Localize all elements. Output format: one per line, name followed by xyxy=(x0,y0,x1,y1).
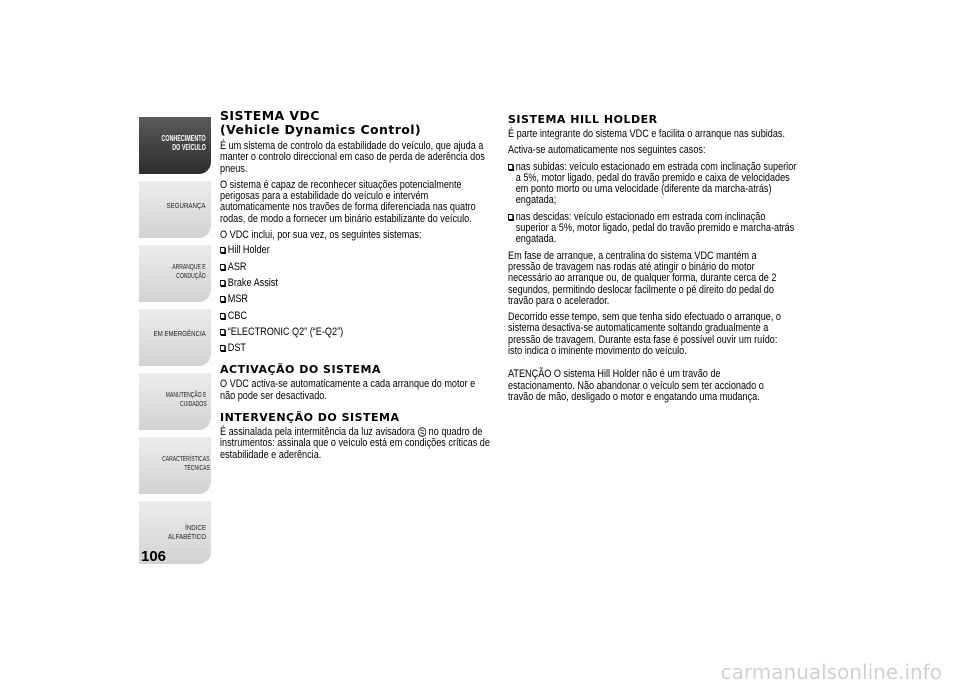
tab-label: CARACTERÍSTICAS TÉCNICAS xyxy=(162,454,210,472)
list-item: Brake Assist xyxy=(220,278,499,289)
activation-heading: ACTIVAÇÃO DO SISTEMA xyxy=(220,363,381,377)
tab-arranque-e-conducao[interactable] xyxy=(139,245,211,302)
vdc-column xyxy=(220,109,492,466)
intervention-heading: INTERVENÇÃO DO SISTEMA xyxy=(220,411,400,425)
checkbox-bullet-icon xyxy=(508,214,513,220)
checkbox-bullet-icon xyxy=(220,313,225,319)
page-title: SISTEMA VDC (Vehicle Dynamics Control) xyxy=(220,108,422,137)
checkbox-bullet-icon xyxy=(220,247,225,253)
page-number: 106 xyxy=(141,548,167,565)
intervention-paragraph: É assinalada pela intermitência da luz avisadora no quadro de instrumentos: assinala que o veículo está em condições críticas de estabilidade e aderência. xyxy=(220,426,490,461)
hill-holder-timeout-paragraph: Decorrido esse tempo, sem que tenha sido efectuado o arranque, o sistema desactiva-se automaticamente soltando gradualmente a pressão de travagem. Durante esta fase é possível ouvir um ruído: isto indica o iminente movimento do veículo. xyxy=(508,311,781,358)
vdc-systems-list xyxy=(220,245,492,354)
hill-holder-intro-paragraph: É parte integrante do sistema VDC e facilita o arranque nas subidas. xyxy=(508,128,786,140)
list-item: ASR xyxy=(220,262,499,273)
section-index-sidebar xyxy=(139,117,211,571)
tab-label: SEGURANÇA xyxy=(167,201,206,210)
hill-holder-cases-paragraph: Activa-se automaticamente nos seguintes casos: xyxy=(508,144,706,157)
list-item: CBC xyxy=(220,311,499,322)
tab-label: MANUTENÇÃO E CUIDADOS xyxy=(165,390,206,408)
checkbox-bullet-icon xyxy=(220,345,225,351)
list-item: nas subidas: veículo estacionado em estrada com inclinação superior a 5%, motor ligado, pedal do travão premido e caixa de velocidades em ponto morto ou uma velocidade (diferente da marcha-atrás) engatada; xyxy=(508,162,797,207)
checkbox-bullet-icon xyxy=(220,264,225,270)
hill-holder-heading: SISTEMA HILL HOLDER xyxy=(508,113,658,126)
list-item: MSR xyxy=(220,294,499,305)
tab-label: ÍNDICE ALFABÉTICO xyxy=(168,523,206,541)
tab-label: EM EMERGÊNCIA xyxy=(153,329,206,338)
tab-caracteristicas-tecnicas[interactable] xyxy=(139,437,211,494)
hill-holder-cases-list xyxy=(508,160,797,246)
checkbox-bullet-icon xyxy=(220,329,225,335)
checkbox-bullet-icon xyxy=(220,296,225,302)
list-item: DST xyxy=(220,343,499,354)
vdc-description-paragraph: O sistema é capaz de reconhecer situações potencialmente perigosas para a estabilidade do veículo e intervém automaticamente nos travões de forma diferenciada nas quatro rodas, de modo a fornecer um binário estabilizante do veículo. xyxy=(220,178,476,225)
vdc-warning-light-icon xyxy=(418,427,427,437)
checkbox-bullet-icon xyxy=(220,280,225,286)
list-item: nas descidas: veículo estacionado em estrada com inclinação superior a 5%, motor ligado, pedal do travão premido e marcha-atrás engatada. xyxy=(508,212,797,246)
checkbox-bullet-icon xyxy=(508,164,513,170)
vdc-includes-paragraph: O VDC inclui, por sua vez, os seguintes sistemas: xyxy=(220,229,422,242)
tab-label: ARRANQUE E CONDUÇÃO xyxy=(172,262,206,280)
tab-em-emergencia[interactable] xyxy=(139,309,211,366)
hill-holder-column xyxy=(508,113,797,408)
list-item: “ELECTRONIC Q2” (“E-Q2”) xyxy=(220,327,499,338)
list-item: Hill Holder xyxy=(220,245,499,256)
hill-holder-warning-paragraph: ATENÇÃO O sistema Hill Holder não é um travão de estacionamento. Não abandonar o veículo sem ter accionado o travão de mão, desligado o motor e engatando uma mudança. xyxy=(508,368,764,403)
activation-paragraph: O VDC activa-se automaticamente a cada arranque do motor e não pode ser desactivado. xyxy=(220,378,476,402)
tab-conhecimento-do-veiculo[interactable] xyxy=(139,117,211,174)
hill-holder-start-paragraph: Em fase de arranque, a centralina do sistema VDC mantém a pressão de travagem nas rodas até atingir o binário do motor necessário ao arranque ou, de qualquer forma, durante cerca de 2 segundos, permitindo deslocar facilmente o pé direito do pedal do travão para o acelerador. xyxy=(508,249,777,307)
tab-manutencao-e-cuidados[interactable] xyxy=(139,373,211,430)
tab-label: CONHECIMENTO DO VEÍCULO xyxy=(161,134,206,152)
watermark: carmanualsonline.info xyxy=(720,660,942,684)
vdc-intro-paragraph: É um sistema de controlo da estabilidade do veículo, que ajuda a manter o controlo direccional em caso de perda de aderência dos pneus. xyxy=(220,140,485,175)
tab-seguranca[interactable] xyxy=(139,181,211,238)
